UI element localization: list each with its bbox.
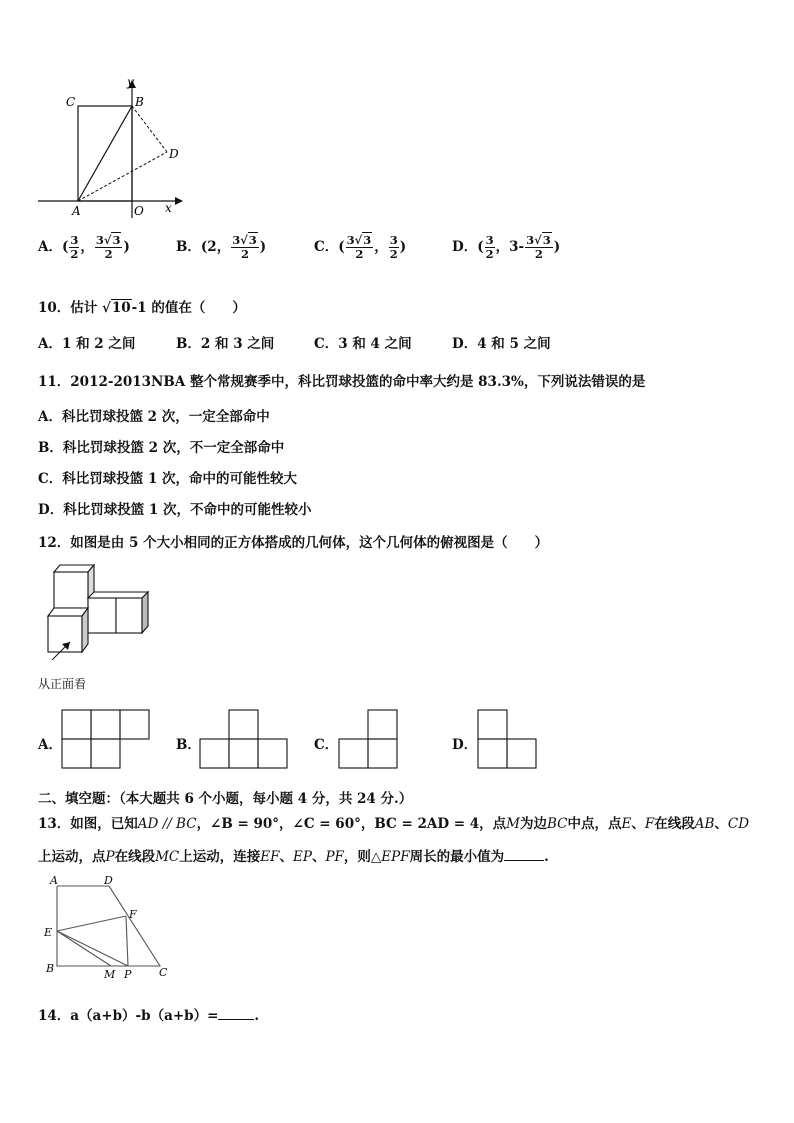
q10-option-b: B．2 和 3 之间	[176, 336, 275, 352]
label-C: C	[159, 966, 168, 979]
q14: 14．a（a+b）-b（a+b）= .	[38, 1008, 260, 1024]
q9-option-a: A．( $\frac{3}{2}$ ， $\frac{3√3}{2}$ )	[38, 233, 130, 261]
q10-option-a: A．1 和 2 之间	[38, 336, 136, 352]
q10-stem: 10．估计 √10-1 的值在（ ）	[38, 300, 246, 316]
label-D: D	[169, 147, 179, 161]
label-F: F	[129, 908, 137, 921]
q13-answer-blank[interactable]	[504, 860, 544, 861]
label-E: E	[44, 926, 53, 939]
q12-caption: 从正面看	[38, 677, 87, 691]
q9-option-d: D．( $\frac{3}{2}$ ，3- $\frac{3√3}{2}$ )	[452, 233, 561, 261]
q13-line-2: 上运动，点P在线段MC上运动，连接EF、EP、PF，则△EPF周长的最小值为 .	[38, 849, 549, 865]
label-C: C	[66, 95, 76, 109]
q12-cubes-figure	[40, 560, 160, 660]
q12-option-b-figure	[198, 708, 290, 770]
q12-option-c-figure	[337, 708, 401, 770]
q9-option-c: C．( $\frac{3√3}{2}$ ， $\frac{3}{2}$ )	[314, 233, 407, 261]
q13-figure	[38, 872, 178, 982]
q12-option-a-figure	[60, 708, 152, 770]
q11-option-a: A．科比罚球投篮 2 次，一定全部命中	[38, 409, 270, 425]
label-O: O	[134, 204, 144, 218]
q11-option-d: D．科比罚球投篮 1 次，不命中的可能性较小	[38, 502, 312, 518]
q9-option-b: B．(2， $\frac{3√3}{2}$ )	[176, 233, 267, 261]
label-M: M	[104, 968, 116, 981]
label-B: B	[135, 95, 144, 109]
q11-option-b: B．科比罚球投篮 2 次，不一定全部命中	[38, 440, 285, 456]
q12-option-d-label: D．	[452, 737, 478, 753]
label-B: B	[46, 962, 55, 975]
q14-answer-blank[interactable]	[218, 1019, 254, 1020]
label-P: P	[124, 968, 132, 981]
label-A: A	[72, 204, 81, 218]
section-2-heading: 二、填空题：（本大题共 6 个小题，每小题 4 分，共 24 分.）	[38, 791, 413, 807]
label-D: D	[104, 874, 113, 887]
q12-option-d-figure	[476, 708, 540, 770]
q10-option-d: D．4 和 5 之间	[452, 336, 551, 352]
q10-option-c: C．3 和 4 之间	[314, 336, 412, 352]
q9-figure	[30, 70, 190, 220]
label-y: y	[127, 75, 134, 89]
q12-option-a-label: A．	[38, 737, 62, 753]
q11-stem: 11．2012-2013NBA 整个常规赛季中，科比罚球投篮的命中率大约是 83.3%，下列说法错误的是	[38, 374, 646, 390]
q11-option-c: C．科比罚球投篮 1 次，命中的可能性较大	[38, 471, 298, 487]
q13-line-1: 13．如图，已知AD // BC，∠B = 90°，∠C = 60°，BC = 2AD = 4，点M为边BC中点，点E、F在线段AB、CD	[38, 816, 750, 832]
q12-option-b-label: B．	[176, 737, 201, 753]
label-A: A	[50, 874, 58, 887]
label-x: x	[165, 201, 172, 215]
q12-option-c-label: C．	[314, 737, 339, 753]
q12-stem: 12．如图是由 5 个大小相同的正方体搭成的几何体，这个几何体的俯视图是（ ）	[38, 535, 549, 551]
